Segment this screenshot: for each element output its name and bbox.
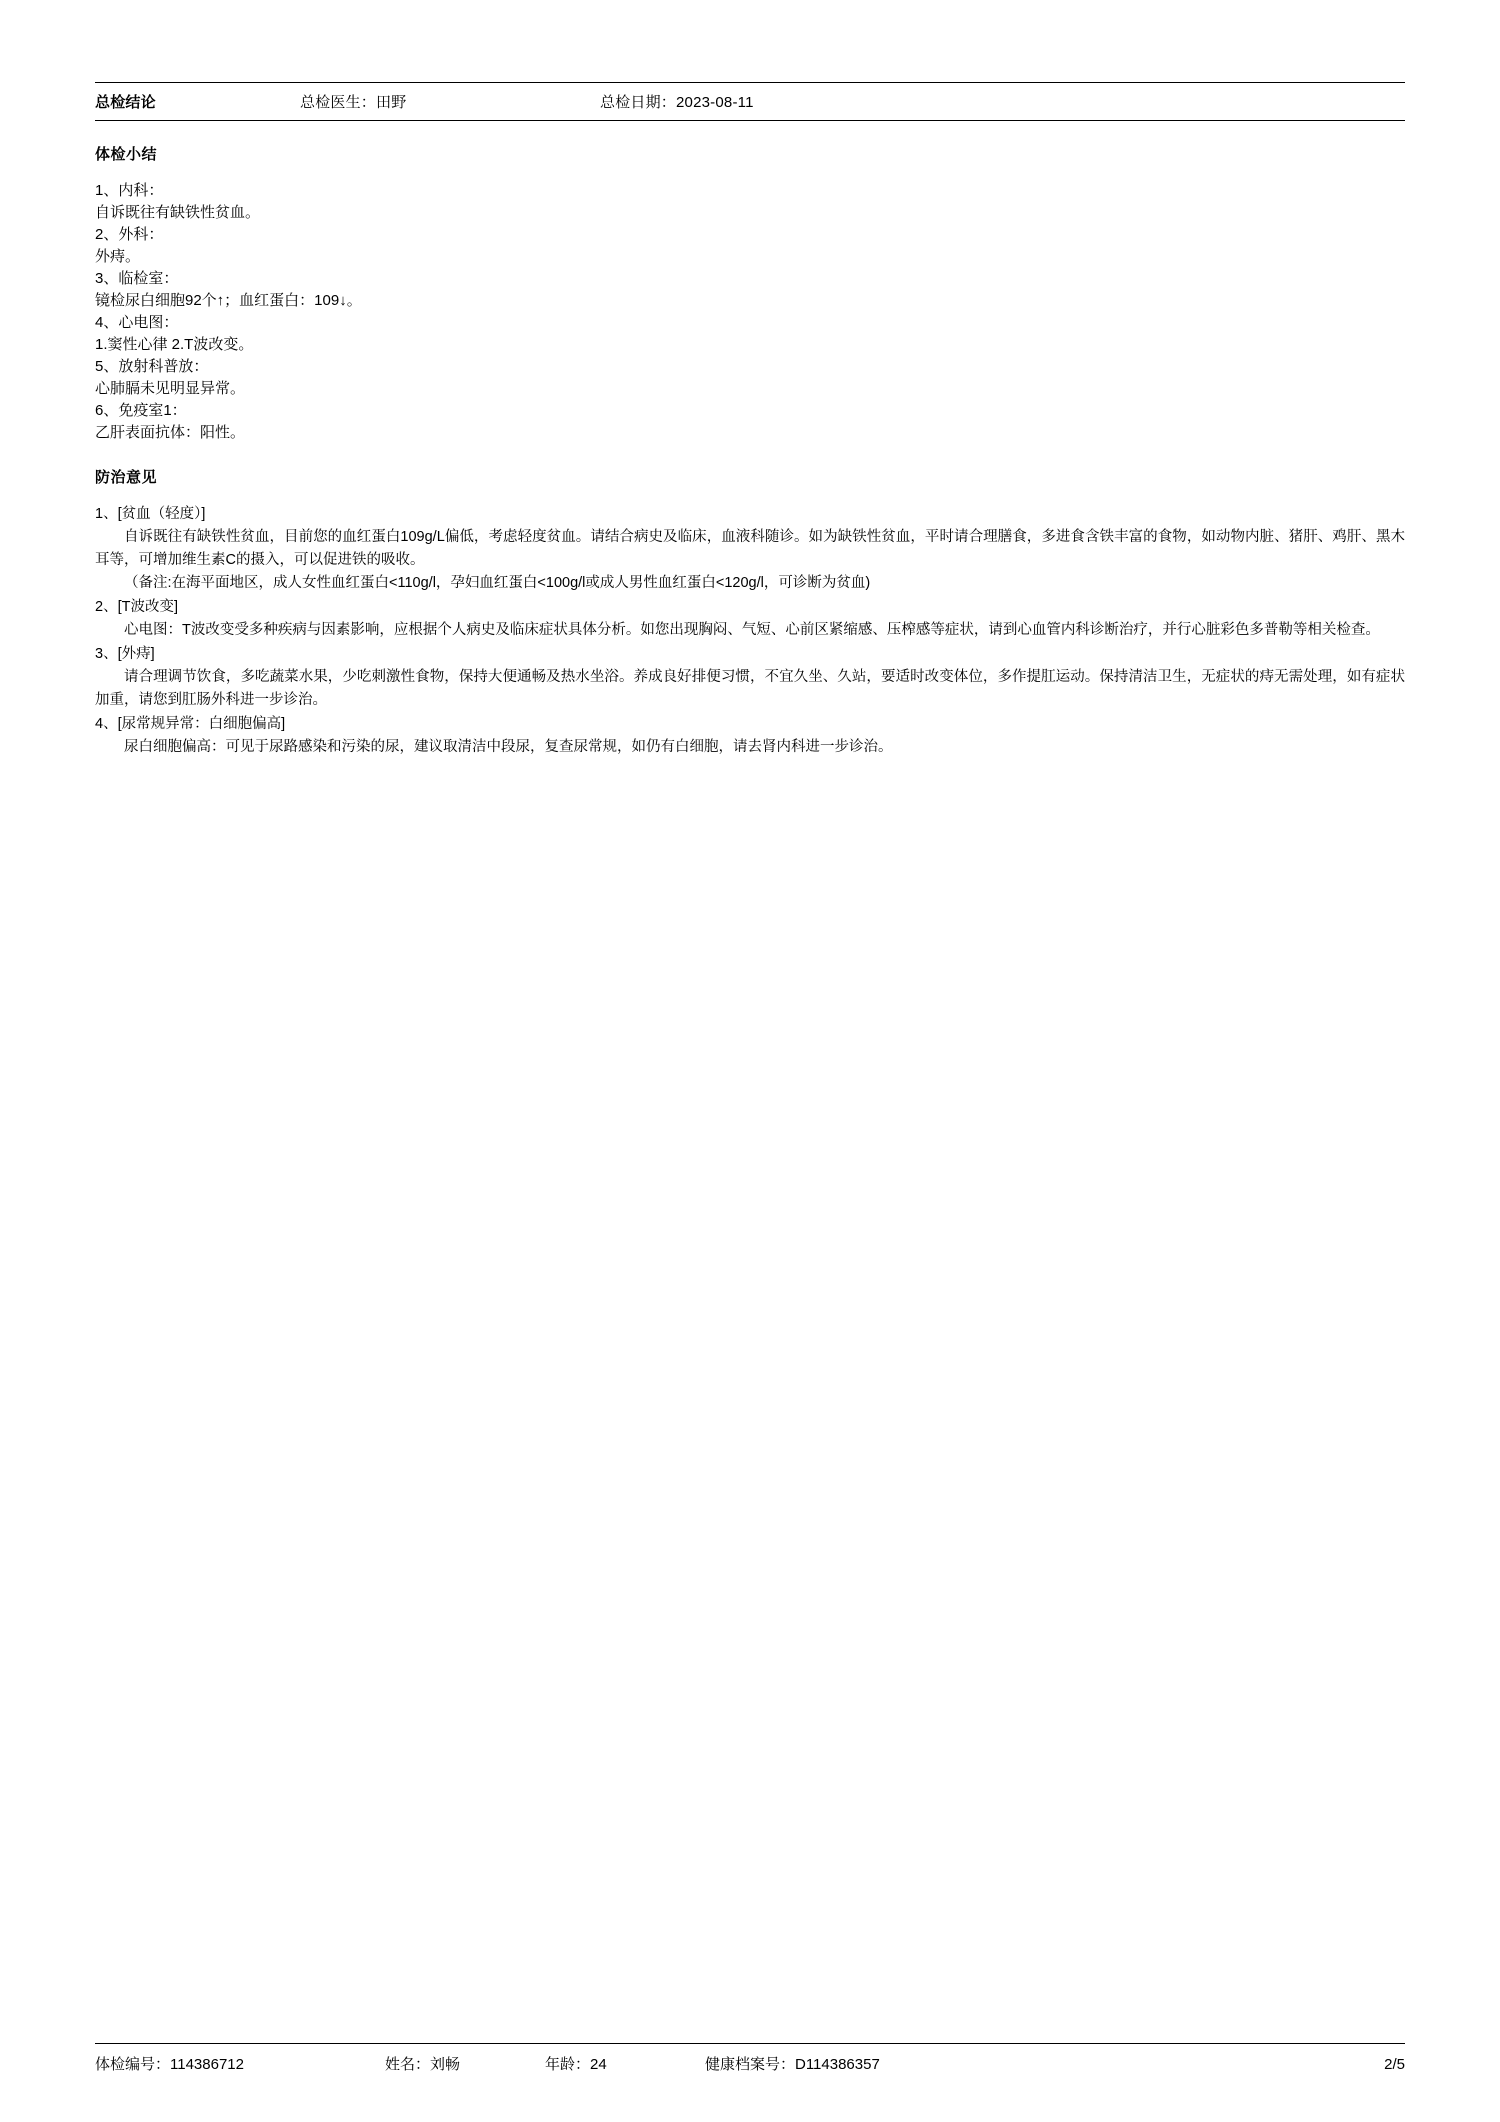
- document-footer: [95, 2043, 1405, 2074]
- summary-line: 4、心电图：: [95, 314, 179, 331]
- advice-heading: 3、[外痔]: [95, 646, 155, 662]
- summary-line: 6、免疫室1：: [95, 402, 187, 419]
- header-date: 总检日期：2023-08-11: [600, 94, 754, 111]
- advice-note: （备注:在海平面地区，成人女性血红蛋白<110g/l，孕妇血红蛋白<100g/l或成人男性血红蛋白<120g/l，可诊断为贫血): [124, 575, 871, 591]
- summary-line: 自诉既往有缺铁性贫血。: [95, 204, 261, 221]
- footer-row: [95, 2044, 1405, 2074]
- summary-line: 2、外科：: [95, 226, 164, 243]
- advice-section-title: 防治意见: [95, 469, 158, 486]
- advice-body: 尿白细胞偏高：可见于尿路感染和污染的尿，建议取清洁中段尿，复查尿常规，如仍有白细胞，请去肾内科进一步诊治。: [124, 739, 893, 755]
- summary-line: 5、放射科普放：: [95, 358, 209, 375]
- advice-item: [95, 503, 1405, 595]
- advice-list: [95, 503, 1405, 759]
- advice-heading: 1、[贫血（轻度）]: [95, 506, 206, 522]
- advice-body: 请合理调节饮食，多吃蔬菜水果，少吃刺激性食物，保持大便通畅及热水坐浴。养成良好排便习惯，不宜久坐、久站，要适时改变体位，多作提肛运动。保持清洁卫生，无症状的痔无需处理，如有症状加重，请您到肛肠外科进一步诊治。: [95, 669, 1405, 708]
- advice-heading: 2、[T波改变]: [95, 599, 178, 615]
- header-doctor: 总检医生：田野: [300, 94, 407, 111]
- summary-line: 心肺膈未见明显异常。: [95, 380, 246, 397]
- summary-list: [95, 180, 1405, 444]
- footer-record-no: 健康档案号：D114386357: [705, 2056, 880, 2073]
- advice-heading: 4、[尿常规异常：白细胞偏高]: [95, 716, 286, 732]
- header-bottom-rule: [95, 120, 1405, 121]
- advice-item: [95, 643, 1405, 712]
- footer-age: 年龄：24: [545, 2056, 607, 2073]
- footer-name: 姓名：刘畅: [385, 2056, 461, 2073]
- summary-line: 1.窦性心律 2.T波改变。: [95, 336, 254, 353]
- header-title: 总检结论: [95, 94, 156, 111]
- footer-exam-no: 体检编号：114386712: [95, 2056, 244, 2073]
- footer-page-number: 2/5: [1384, 2056, 1405, 2073]
- summary-line: 乙肝表面抗体：阳性。: [95, 424, 246, 441]
- document-header: [95, 0, 1405, 121]
- summary-section-title: 体检小结: [95, 146, 158, 163]
- advice-body: 心电图：T波改变受多种疾病与因素影响，应根据个人病史及临床症状具体分析。如您出现胸闷、气短、心前区紧缩感、压榨感等症状，请到心血管内科诊断治疗，并行心脏彩色多普勒等相关检查。: [124, 622, 1380, 638]
- summary-line: 3、临检室：: [95, 270, 179, 287]
- summary-line: 外痔。: [95, 248, 141, 265]
- summary-line: 1、内科：: [95, 182, 164, 199]
- advice-item: [95, 713, 1405, 759]
- advice-item: [95, 596, 1405, 642]
- header-row: [95, 83, 1405, 120]
- summary-line: 镜检尿白细胞92个↑；血红蛋白：109↓。: [95, 292, 362, 309]
- advice-body: 自诉既往有缺铁性贫血，目前您的血红蛋白109g/L偏低，考虑轻度贫血。请结合病史及临床，血液科随诊。如为缺铁性贫血，平时请合理膳食，多进食含铁丰富的食物，如动物内脏、猪肝、鸡肝、黑木耳等，可增加维生素C的摄入，可以促进铁的吸收。: [95, 529, 1405, 568]
